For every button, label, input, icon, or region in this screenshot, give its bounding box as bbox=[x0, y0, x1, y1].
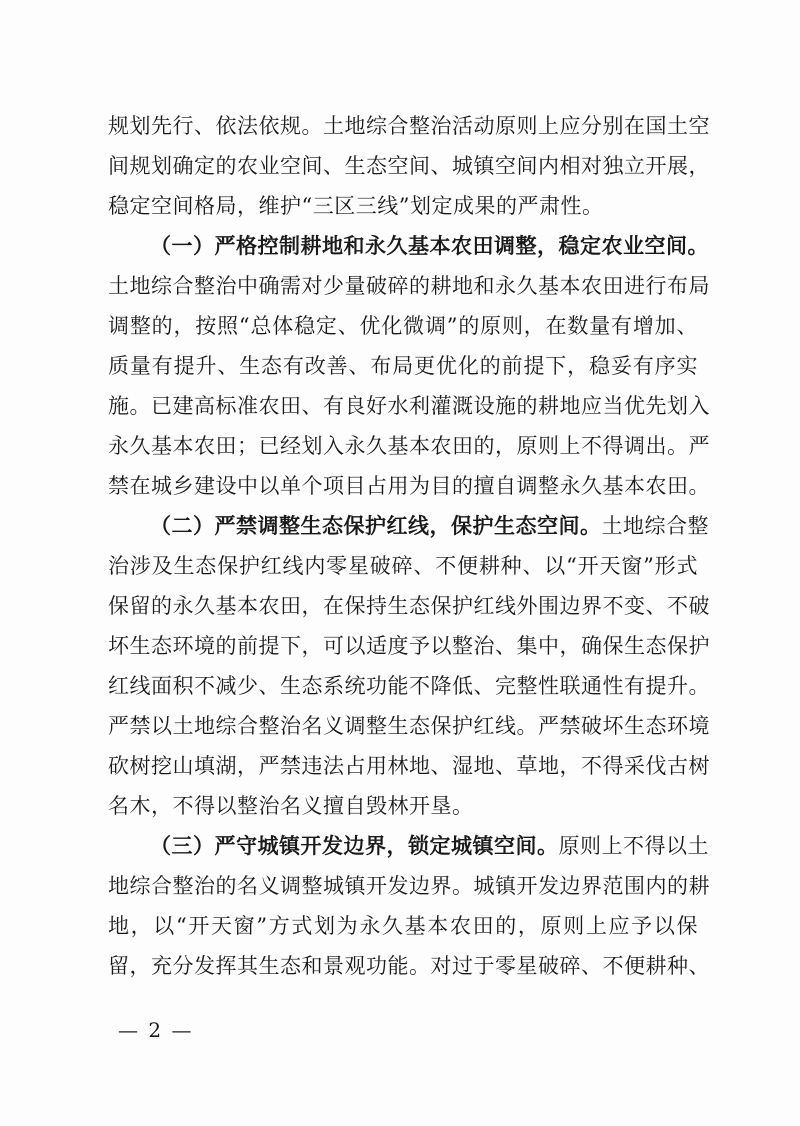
paragraph-urban bbox=[108, 826, 710, 986]
text-line: 坏生态环境的前提下，可以适度予以整治、集中，确保生态保护 bbox=[108, 634, 710, 658]
paragraph-farmland bbox=[108, 226, 710, 506]
text-line bbox=[108, 226, 709, 266]
text-line: 地，以“开天窗”方式划为永久基本农田的，原则上应予以保 bbox=[108, 914, 698, 938]
text-line: 保留的永久基本农田，在保持生态保护红线外围边界不变、不破 bbox=[108, 594, 710, 618]
text-line: 间规划确定的农业空间、生态空间、城镇空间内相对独立开展， bbox=[108, 154, 710, 178]
text-line: 红线面积不减少、生态系统功能不降低、完整性联通性有提升。 bbox=[108, 674, 710, 698]
text-line: 治涉及生态保护红线内零星破碎、不便耕种、以“开天窗”形式 bbox=[108, 554, 698, 578]
page-number: — 2 — bbox=[118, 1018, 194, 1042]
heading-tail-text: 土地综合整 bbox=[601, 514, 709, 538]
heading-tail-text: 原则上不得以土 bbox=[558, 834, 709, 858]
text-line bbox=[108, 826, 709, 866]
text-line: 质量有提升、生态有改善、布局更优化的前提下，稳妥有序实 bbox=[108, 354, 698, 378]
text-line: 施。已建高标准农田、有良好水利灌溉设施的耕地应当优先划入 bbox=[108, 394, 710, 418]
text-line: 土地综合整治中确需对少量破碎的耕地和永久基本农田进行布局 bbox=[108, 274, 710, 298]
text-line: 永久基本农田；已经划入永久基本农田的，原则上不得调出。严 bbox=[108, 434, 710, 458]
text-line: 严禁以土地综合整治名义调整生态保护红线。严禁破坏生态环境 bbox=[108, 714, 710, 738]
text-line bbox=[108, 506, 709, 546]
text-line: 地综合整治的名义调整城镇开发边界。城镇开发边界范围内的耕 bbox=[108, 874, 710, 898]
text-line: 调整的，按照“总体稳定、优化微调”的原则，在数量有增加、 bbox=[108, 314, 698, 338]
paragraph-ecology bbox=[108, 506, 710, 826]
text-line: 砍树挖山填湖，严禁违法占用林地、湿地、草地，不得采伐古树 bbox=[108, 754, 710, 778]
section-heading-1: （一）严格控制耕地和永久基本农田调整，稳定农业空间。 bbox=[150, 233, 709, 258]
text-line: 稳定空间格局，维护“三区三线”划定成果的严肃性。 bbox=[108, 194, 604, 218]
section-heading-3: （三）严守城镇开发边界，锁定城镇空间。 bbox=[150, 833, 559, 858]
text-line: 禁在城乡建设中以单个项目占用为目的擅自调整永久基本农田。 bbox=[108, 474, 710, 498]
text-line: 留，充分发挥其生态和景观功能。对过于零星破碎、不便耕种、 bbox=[108, 954, 710, 978]
text-line: 名木，不得以整治名义擅自毁林开垦。 bbox=[108, 794, 474, 818]
section-heading-2: （二）严禁调整生态保护红线，保护生态空间。 bbox=[150, 513, 602, 538]
text-line: 规划先行、依法依规。土地综合整治活动原则上应分别在国土空 bbox=[108, 114, 710, 138]
paragraph-intro bbox=[108, 106, 710, 226]
